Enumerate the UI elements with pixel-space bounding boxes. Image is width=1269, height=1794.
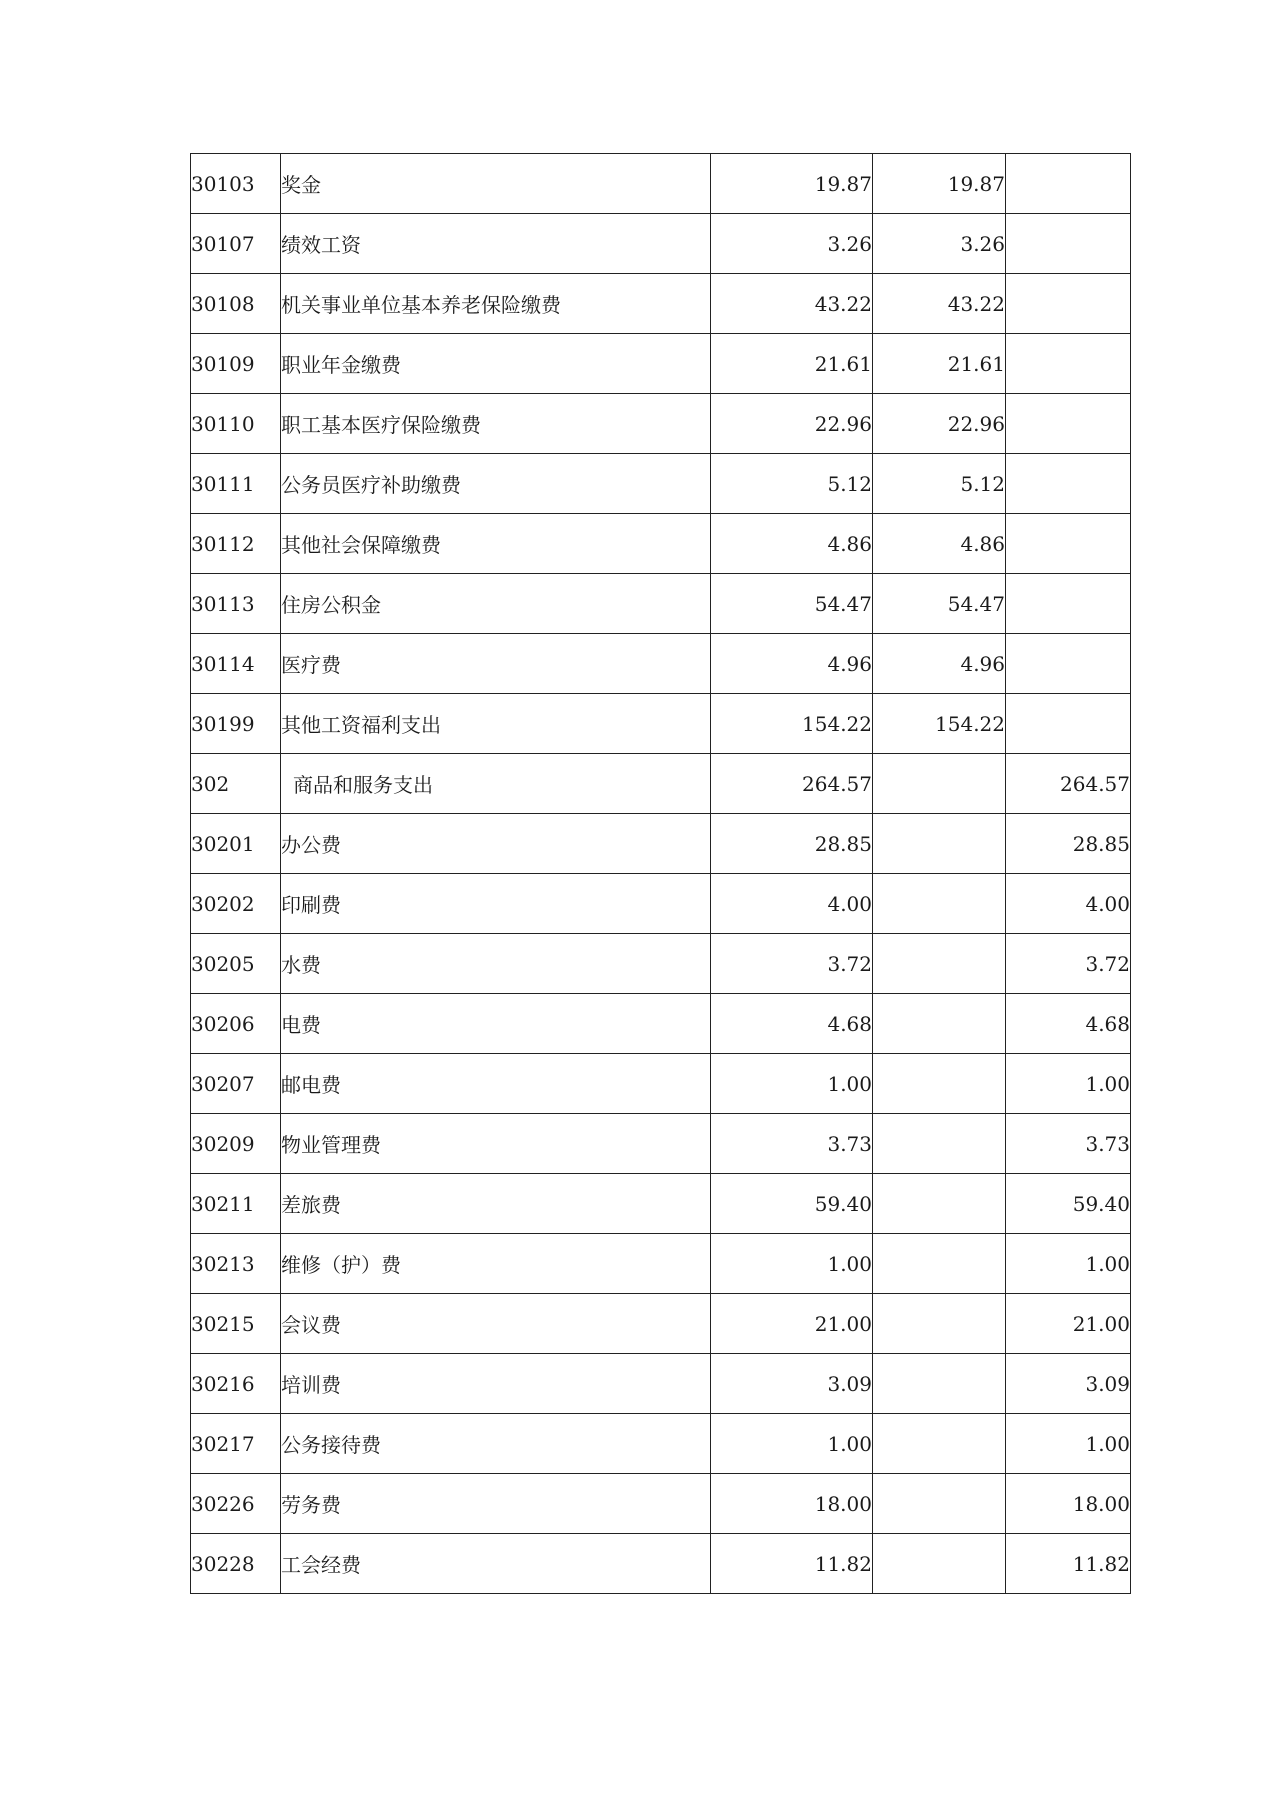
table-row <box>191 1234 1131 1294</box>
basic-expenditure-cell <box>873 1414 1006 1474</box>
account-name-cell: 机关事业单位基本养老保险缴费 <box>281 274 711 334</box>
total-amount-cell: 54.47 <box>711 574 873 634</box>
total-amount-cell: 59.40 <box>711 1174 873 1234</box>
basic-expenditure-cell: 21.61 <box>873 334 1006 394</box>
project-expenditure-cell: 21.00 <box>1006 1294 1131 1354</box>
project-expenditure-cell: 11.82 <box>1006 1534 1131 1594</box>
account-code-cell: 30217 <box>191 1414 281 1474</box>
total-amount-cell: 1.00 <box>711 1234 873 1294</box>
project-expenditure-cell: 3.73 <box>1006 1114 1131 1174</box>
project-expenditure-cell <box>1006 334 1131 394</box>
basic-expenditure-cell <box>873 1174 1006 1234</box>
account-code-cell: 30215 <box>191 1294 281 1354</box>
account-code-cell: 30226 <box>191 1474 281 1534</box>
total-amount-cell: 154.22 <box>711 694 873 754</box>
table-row <box>191 394 1131 454</box>
account-code-cell: 30211 <box>191 1174 281 1234</box>
account-code-cell: 302 <box>191 754 281 814</box>
account-name-cell: 物业管理费 <box>281 1114 711 1174</box>
table-row <box>191 1114 1131 1174</box>
account-code-cell: 30112 <box>191 514 281 574</box>
project-expenditure-cell: 1.00 <box>1006 1234 1131 1294</box>
basic-expenditure-cell: 4.86 <box>873 514 1006 574</box>
basic-expenditure-cell: 5.12 <box>873 454 1006 514</box>
basic-expenditure-cell <box>873 1354 1006 1414</box>
account-code-cell: 30216 <box>191 1354 281 1414</box>
account-code-cell: 30110 <box>191 394 281 454</box>
table-body <box>191 154 1131 1594</box>
account-name-cell: 劳务费 <box>281 1474 711 1534</box>
budget-expenditure-table <box>190 153 1131 1594</box>
account-code-cell: 30114 <box>191 634 281 694</box>
project-expenditure-cell <box>1006 574 1131 634</box>
project-expenditure-cell: 264.57 <box>1006 754 1131 814</box>
project-expenditure-cell <box>1006 514 1131 574</box>
basic-expenditure-cell: 54.47 <box>873 574 1006 634</box>
account-code-cell: 30206 <box>191 994 281 1054</box>
total-amount-cell: 19.87 <box>711 154 873 214</box>
project-expenditure-cell <box>1006 694 1131 754</box>
total-amount-cell: 4.96 <box>711 634 873 694</box>
account-name-cell: 其他工资福利支出 <box>281 694 711 754</box>
account-name-cell: 工会经费 <box>281 1534 711 1594</box>
account-name-cell: 绩效工资 <box>281 214 711 274</box>
table-row <box>191 1414 1131 1474</box>
total-amount-cell: 3.09 <box>711 1354 873 1414</box>
basic-expenditure-cell <box>873 1534 1006 1594</box>
basic-expenditure-cell: 3.26 <box>873 214 1006 274</box>
total-amount-cell: 1.00 <box>711 1414 873 1474</box>
account-code-cell: 30201 <box>191 814 281 874</box>
account-code-cell: 30108 <box>191 274 281 334</box>
account-code-cell: 30228 <box>191 1534 281 1594</box>
project-expenditure-cell <box>1006 394 1131 454</box>
basic-expenditure-cell <box>873 1474 1006 1534</box>
table-row <box>191 1054 1131 1114</box>
table-row <box>191 454 1131 514</box>
account-code-cell: 30205 <box>191 934 281 994</box>
basic-expenditure-cell <box>873 1054 1006 1114</box>
account-code-cell: 30202 <box>191 874 281 934</box>
basic-expenditure-cell <box>873 814 1006 874</box>
table-row <box>191 514 1131 574</box>
account-name-cell: 印刷费 <box>281 874 711 934</box>
project-expenditure-cell: 3.09 <box>1006 1354 1131 1414</box>
account-code-cell: 30111 <box>191 454 281 514</box>
account-name-cell: 办公费 <box>281 814 711 874</box>
account-name-cell: 差旅费 <box>281 1174 711 1234</box>
project-expenditure-cell <box>1006 274 1131 334</box>
account-name-cell: 邮电费 <box>281 1054 711 1114</box>
account-name-cell: 奖金 <box>281 154 711 214</box>
table-row <box>191 574 1131 634</box>
total-amount-cell: 3.73 <box>711 1114 873 1174</box>
account-code-cell: 30199 <box>191 694 281 754</box>
table-row <box>191 1474 1131 1534</box>
total-amount-cell: 21.61 <box>711 334 873 394</box>
project-expenditure-cell <box>1006 454 1131 514</box>
project-expenditure-cell: 28.85 <box>1006 814 1131 874</box>
table-row <box>191 214 1131 274</box>
account-name-cell: 培训费 <box>281 1354 711 1414</box>
project-expenditure-cell: 59.40 <box>1006 1174 1131 1234</box>
total-amount-cell: 4.68 <box>711 994 873 1054</box>
total-amount-cell: 3.26 <box>711 214 873 274</box>
total-amount-cell: 28.85 <box>711 814 873 874</box>
basic-expenditure-cell <box>873 1114 1006 1174</box>
project-expenditure-cell: 18.00 <box>1006 1474 1131 1534</box>
total-amount-cell: 43.22 <box>711 274 873 334</box>
table-row <box>191 1354 1131 1414</box>
project-expenditure-cell: 4.00 <box>1006 874 1131 934</box>
project-expenditure-cell: 4.68 <box>1006 994 1131 1054</box>
basic-expenditure-cell: 43.22 <box>873 274 1006 334</box>
basic-expenditure-cell: 4.96 <box>873 634 1006 694</box>
table-row <box>191 334 1131 394</box>
account-name-cell: 其他社会保障缴费 <box>281 514 711 574</box>
account-code-cell: 30103 <box>191 154 281 214</box>
basic-expenditure-cell <box>873 1294 1006 1354</box>
table-row <box>191 694 1131 754</box>
account-name-cell: 维修（护）费 <box>281 1234 711 1294</box>
total-amount-cell: 21.00 <box>711 1294 873 1354</box>
total-amount-cell: 3.72 <box>711 934 873 994</box>
table-row <box>191 994 1131 1054</box>
basic-expenditure-cell <box>873 994 1006 1054</box>
account-name-cell: 公务接待费 <box>281 1414 711 1474</box>
project-expenditure-cell <box>1006 214 1131 274</box>
account-name-cell: 公务员医疗补助缴费 <box>281 454 711 514</box>
account-name-cell: 电费 <box>281 994 711 1054</box>
project-expenditure-cell: 1.00 <box>1006 1414 1131 1474</box>
total-amount-cell: 11.82 <box>711 1534 873 1594</box>
basic-expenditure-cell <box>873 1234 1006 1294</box>
basic-expenditure-cell <box>873 874 1006 934</box>
account-name-cell: 商品和服务支出 <box>281 754 711 814</box>
total-amount-cell: 22.96 <box>711 394 873 454</box>
basic-expenditure-cell: 22.96 <box>873 394 1006 454</box>
total-amount-cell: 5.12 <box>711 454 873 514</box>
total-amount-cell: 18.00 <box>711 1474 873 1534</box>
account-code-cell: 30107 <box>191 214 281 274</box>
table-row <box>191 874 1131 934</box>
table-row <box>191 1174 1131 1234</box>
table-row <box>191 154 1131 214</box>
table-row <box>191 1294 1131 1354</box>
table-row <box>191 1534 1131 1594</box>
account-code-cell: 30109 <box>191 334 281 394</box>
table-row <box>191 814 1131 874</box>
project-expenditure-cell: 3.72 <box>1006 934 1131 994</box>
project-expenditure-cell <box>1006 634 1131 694</box>
account-code-cell: 30213 <box>191 1234 281 1294</box>
account-name-cell: 医疗费 <box>281 634 711 694</box>
account-code-cell: 30209 <box>191 1114 281 1174</box>
total-amount-cell: 1.00 <box>711 1054 873 1114</box>
basic-expenditure-cell <box>873 934 1006 994</box>
total-amount-cell: 264.57 <box>711 754 873 814</box>
account-name-cell: 会议费 <box>281 1294 711 1354</box>
account-name-cell: 住房公积金 <box>281 574 711 634</box>
table-row <box>191 634 1131 694</box>
total-amount-cell: 4.86 <box>711 514 873 574</box>
table-row <box>191 934 1131 994</box>
basic-expenditure-cell <box>873 754 1006 814</box>
table-row <box>191 274 1131 334</box>
project-expenditure-cell: 1.00 <box>1006 1054 1131 1114</box>
account-code-cell: 30207 <box>191 1054 281 1114</box>
account-name-cell: 水费 <box>281 934 711 994</box>
account-name-cell: 职工基本医疗保险缴费 <box>281 394 711 454</box>
basic-expenditure-cell: 154.22 <box>873 694 1006 754</box>
total-amount-cell: 4.00 <box>711 874 873 934</box>
table-row <box>191 754 1131 814</box>
project-expenditure-cell <box>1006 154 1131 214</box>
account-code-cell: 30113 <box>191 574 281 634</box>
basic-expenditure-cell: 19.87 <box>873 154 1006 214</box>
account-name-cell: 职业年金缴费 <box>281 334 711 394</box>
